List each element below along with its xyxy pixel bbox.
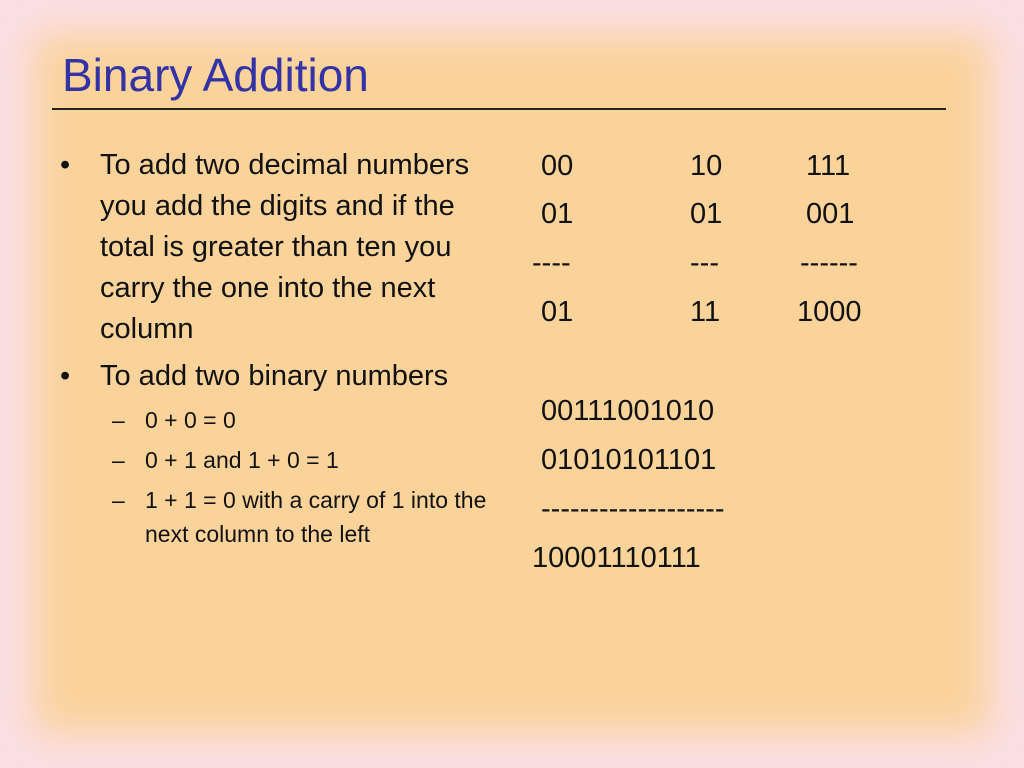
big-sum: 10001110111 xyxy=(532,542,701,574)
ex2-addend-b: 01 xyxy=(690,198,723,230)
big-addend-b: 01010101101 xyxy=(541,444,717,476)
ex1-sum: 01 xyxy=(541,296,574,328)
sub-bullet-item: – 0 + 0 = 0 xyxy=(100,403,501,437)
bullet-list xyxy=(56,145,501,557)
ex1-addend-a: 00 xyxy=(541,150,574,182)
slide-title: Binary Addition xyxy=(62,49,369,101)
bullet-text: To add two binary numbers xyxy=(100,360,449,392)
big-divider: ------------------- xyxy=(541,493,725,525)
ex1-divider: ---- xyxy=(532,247,571,279)
big-addend-a: 00111001010 xyxy=(541,395,715,427)
sub-bullet-item: – 1 + 1 = 0 with a carry of 1 into the next column to the left xyxy=(100,483,501,551)
ex3-addend-a: 111 xyxy=(806,150,851,182)
ex1-addend-b: 01 xyxy=(541,198,574,230)
ex2-divider: --- xyxy=(690,247,719,279)
bullet-text: To add two decimal numbers you add the digits and if the total is greater than ten you carry the one into the next column xyxy=(100,149,470,345)
ex3-sum: 1000 xyxy=(797,296,862,328)
bullet-item xyxy=(56,356,501,551)
ex2-sum: 11 xyxy=(690,296,721,328)
ex3-addend-b: 001 xyxy=(806,198,855,230)
title-underline xyxy=(52,108,946,110)
ex2-addend-a: 10 xyxy=(690,150,723,182)
sub-bullet-item: – 0 + 1 and 1 + 0 = 1 xyxy=(100,443,501,477)
ex3-divider: ------ xyxy=(800,247,858,279)
bullet-item xyxy=(56,145,501,350)
sub-bullet-list xyxy=(100,403,501,551)
